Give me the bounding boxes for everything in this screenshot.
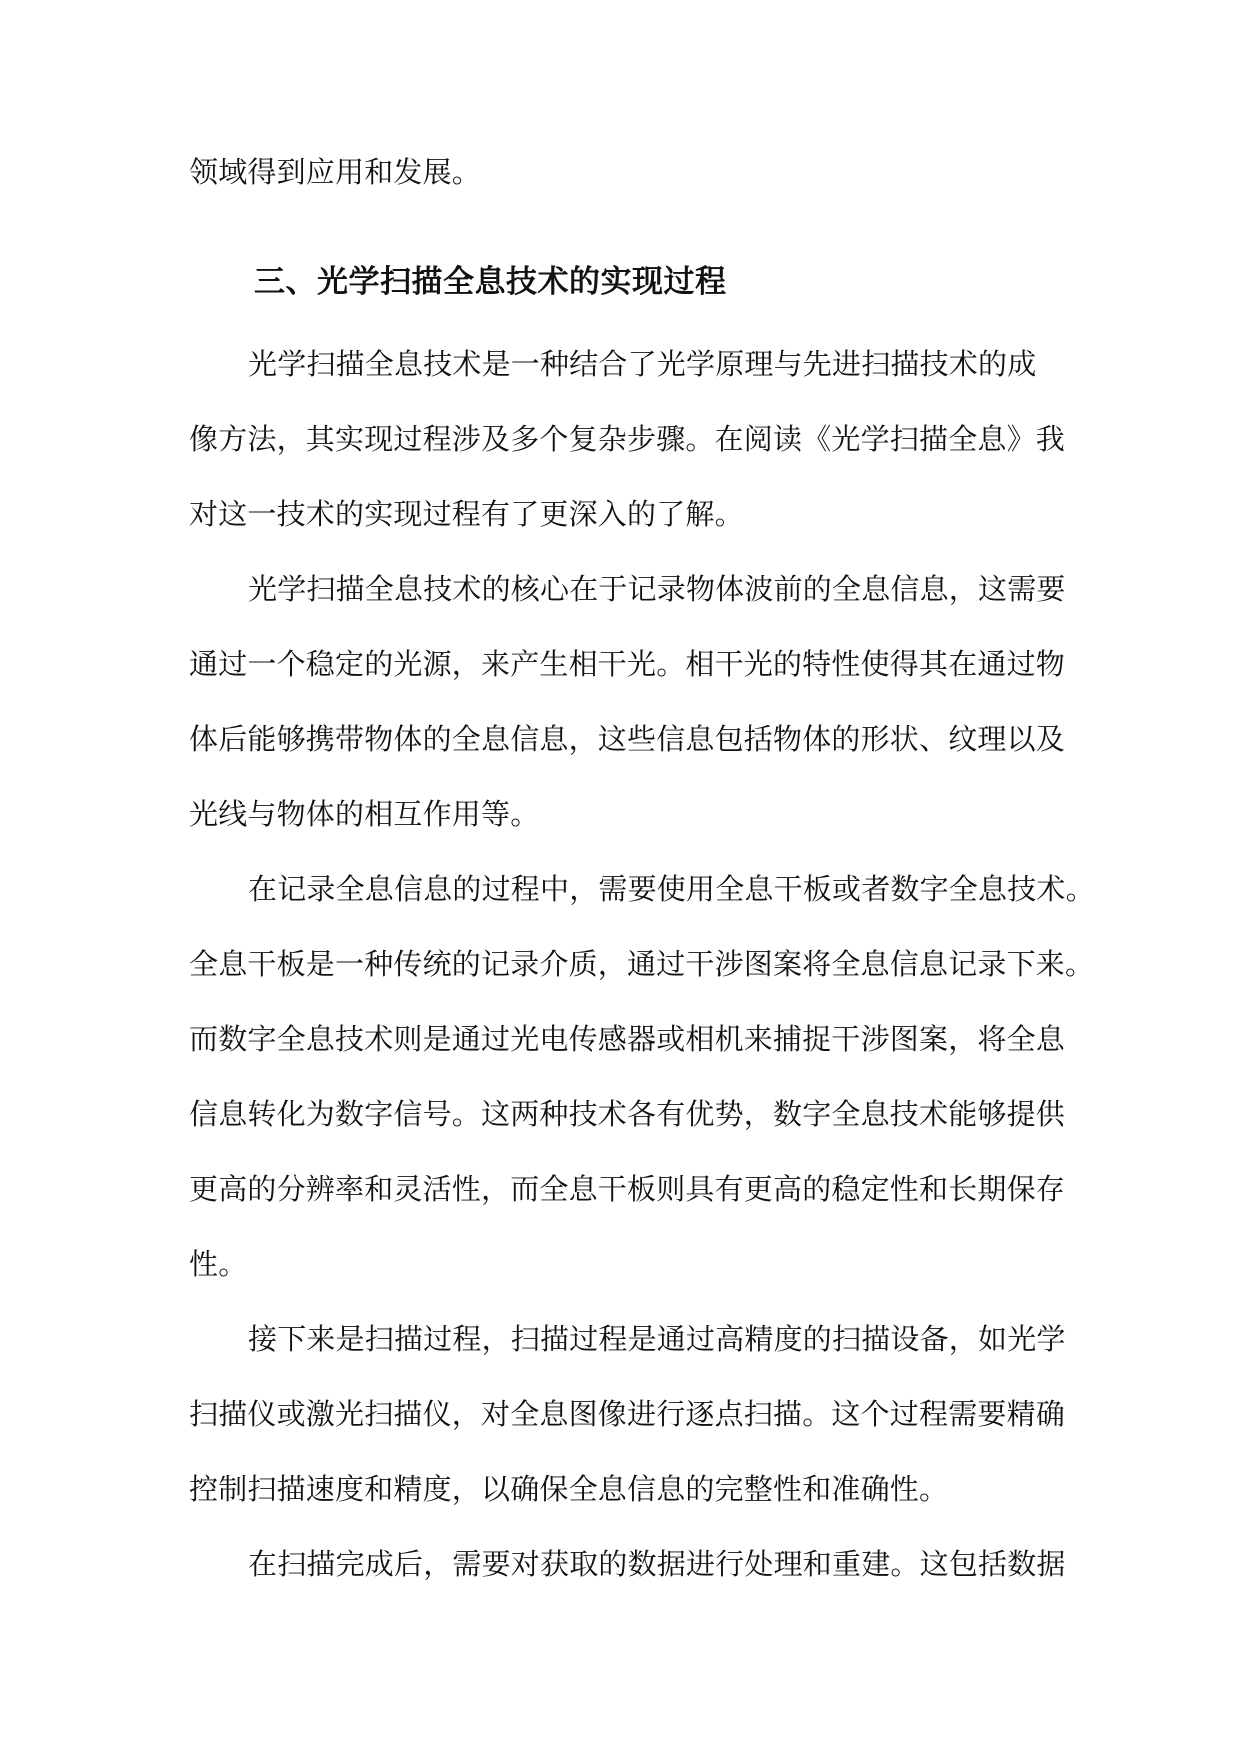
paragraph-line: 体后能够携带物体的全息信息，这些信息包括物体的形状、纹理以及 — [189, 722, 1066, 756]
paragraph-line: 接下来是扫描过程，扫描过程是通过高精度的扫描设备，如光学 — [248, 1322, 1066, 1356]
paragraph-line: 领域得到应用和发展。 — [189, 155, 482, 189]
paragraph-line: 性。 — [189, 1247, 248, 1281]
paragraph-line: 通过一个稳定的光源，来产生相干光。相干光的特性使得其在通过物 — [189, 647, 1066, 681]
section-heading: 三、光学扫描全息技术的实现过程 — [254, 264, 727, 300]
paragraph-line: 控制扫描速度和精度，以确保全息信息的完整性和准确性。 — [189, 1472, 949, 1506]
paragraph-line: 光学扫描全息技术的核心在于记录物体波前的全息信息，这需要 — [248, 572, 1066, 606]
paragraph-line: 光线与物体的相互作用等。 — [189, 797, 540, 831]
paragraph-line: 信息转化为数字信号。这两种技术各有优势，数字全息技术能够提供 — [189, 1097, 1066, 1131]
paragraph-line: 在扫描完成后，需要对获取的数据进行处理和重建。这包括数据 — [248, 1547, 1066, 1581]
paragraph-line: 在记录全息信息的过程中，需要使用全息干板或者数字全息技术。 — [248, 872, 1095, 906]
paragraph-line: 对这一技术的实现过程有了更深入的了解。 — [189, 497, 744, 531]
paragraph-line: 光学扫描全息技术是一种结合了光学原理与先进扫描技术的成 — [248, 347, 1037, 381]
paragraph-line: 扫描仪或激光扫描仪，对全息图像进行逐点扫描。这个过程需要精确 — [189, 1397, 1066, 1431]
paragraph-line: 像方法，其实现过程涉及多个复杂步骤。在阅读《光学扫描全息》我 — [189, 422, 1066, 456]
paragraph-line: 全息干板是一种传统的记录介质，通过干涉图案将全息信息记录下来。 — [189, 947, 1095, 981]
paragraph-line: 更高的分辨率和灵活性，而全息干板则具有更高的稳定性和长期保存 — [189, 1172, 1066, 1206]
paragraph-line: 而数字全息技术则是通过光电传感器或相机来捕捉干涉图案，将全息 — [189, 1022, 1066, 1056]
